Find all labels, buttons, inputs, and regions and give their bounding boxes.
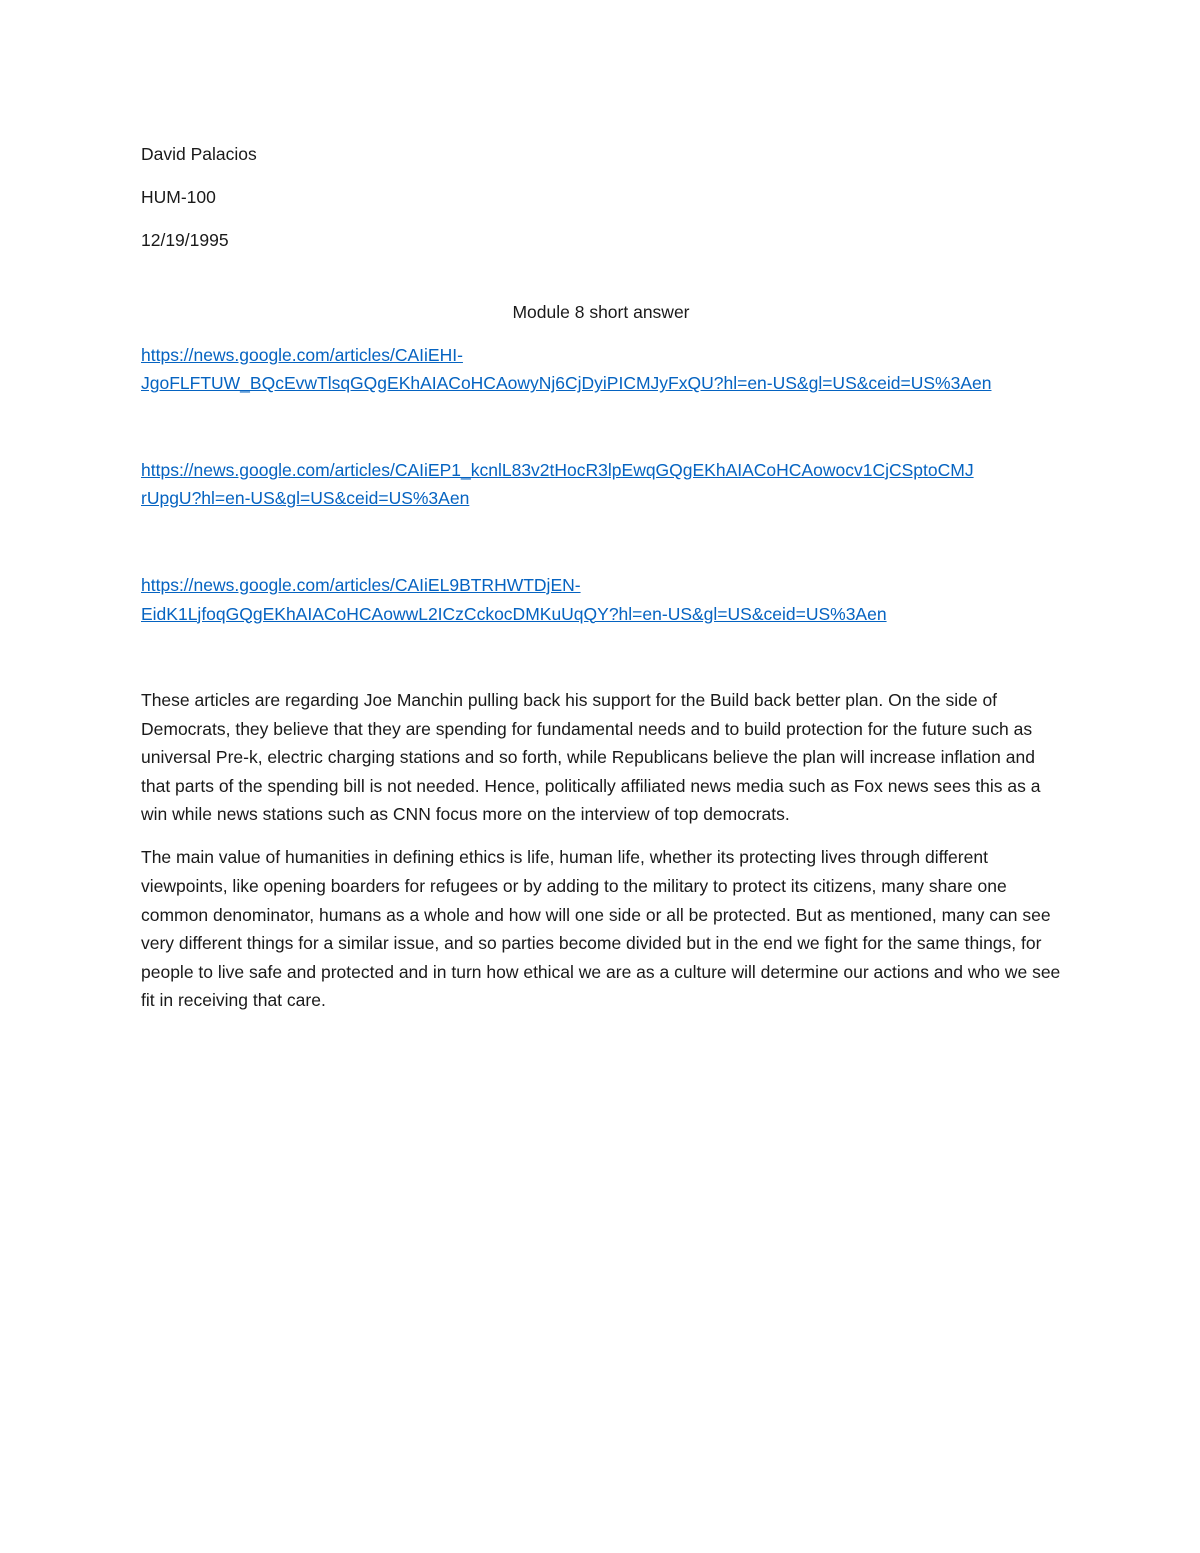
author-name: David Palacios: [141, 144, 257, 164]
body-paragraph-1: These articles are regarding Joe Manchin pulling back his support for the Build back better plan. On the side of Democrats, they believe that they are spending for fundamental needs and to build protection for the future such as universal Pre-k, electric charging stations and so forth, while Republicans believe the plan will increase inflation and that parts of the spending bill is not needed. Hence, politically affiliated news media such as Fox news sees this as a win while news stations such as CNN focus more on the interview of top democrats.: [141, 690, 1041, 825]
article-link-2-line-1: https://news.google.com/articles/CAIiEP1_kcnlL83v2tHocR3lpEwqGQgEKhAIACoHCAowocv1CjCSptoCMJ: [141, 459, 974, 480]
article-link-3-line-1: https://news.google.com/articles/CAIiEL9BTRHWTDjEN-: [141, 574, 581, 595]
article-link-1[interactable]: [141, 345, 991, 394]
spacer: [141, 513, 1061, 571]
article-link-2-block: [141, 456, 1061, 513]
document-body: [141, 140, 1061, 1029]
article-link-2[interactable]: [141, 460, 974, 509]
course-code: HUM-100: [141, 186, 216, 207]
document-date: 12/19/1995: [141, 229, 229, 250]
article-link-3[interactable]: [141, 575, 887, 624]
article-link-3-line-2: EidK1LjfoqGQgEKhAIACoHCAowwL2ICzCckocDMKuUqQY?hl=en-US&gl=US&ceid=US%3Aen: [141, 603, 887, 624]
body-paragraph-2: The main value of humanities in defining ethics is life, human life, whether its protecting lives through different viewpoints, like opening boarders for refugees or by adding to the military to protect its citizens, many share one common denominator, humans as a whole and how will one side or all be protected. But as mentioned, many can see very different things for a similar issue, and so parties become divided but in the end we fight for the same things, for people to live safe and protected and in turn how ethical we are as a culture will determine our actions and who we see fit in receiving that care.: [141, 847, 1061, 1011]
article-link-1-block: [141, 341, 1061, 398]
spacer: [141, 398, 1061, 456]
article-link-1-line-2: JgoFLFTUW_BQcEvwTlsqGQgEKhAIACoHCAowyNj6CjDyiPICMJyFxQU?hl=en-US&gl=US&ceid=US%3Aen: [141, 373, 992, 394]
document-title: Module 8 short answer: [512, 301, 690, 322]
article-link-2-line-2: rUpgU?hl=en-US&gl=US&ceid=US%3Aen: [141, 488, 470, 509]
article-link-1-line-1: https://news.google.com/articles/CAIiEHI-: [141, 344, 463, 365]
article-link-3-block: [141, 571, 1061, 628]
